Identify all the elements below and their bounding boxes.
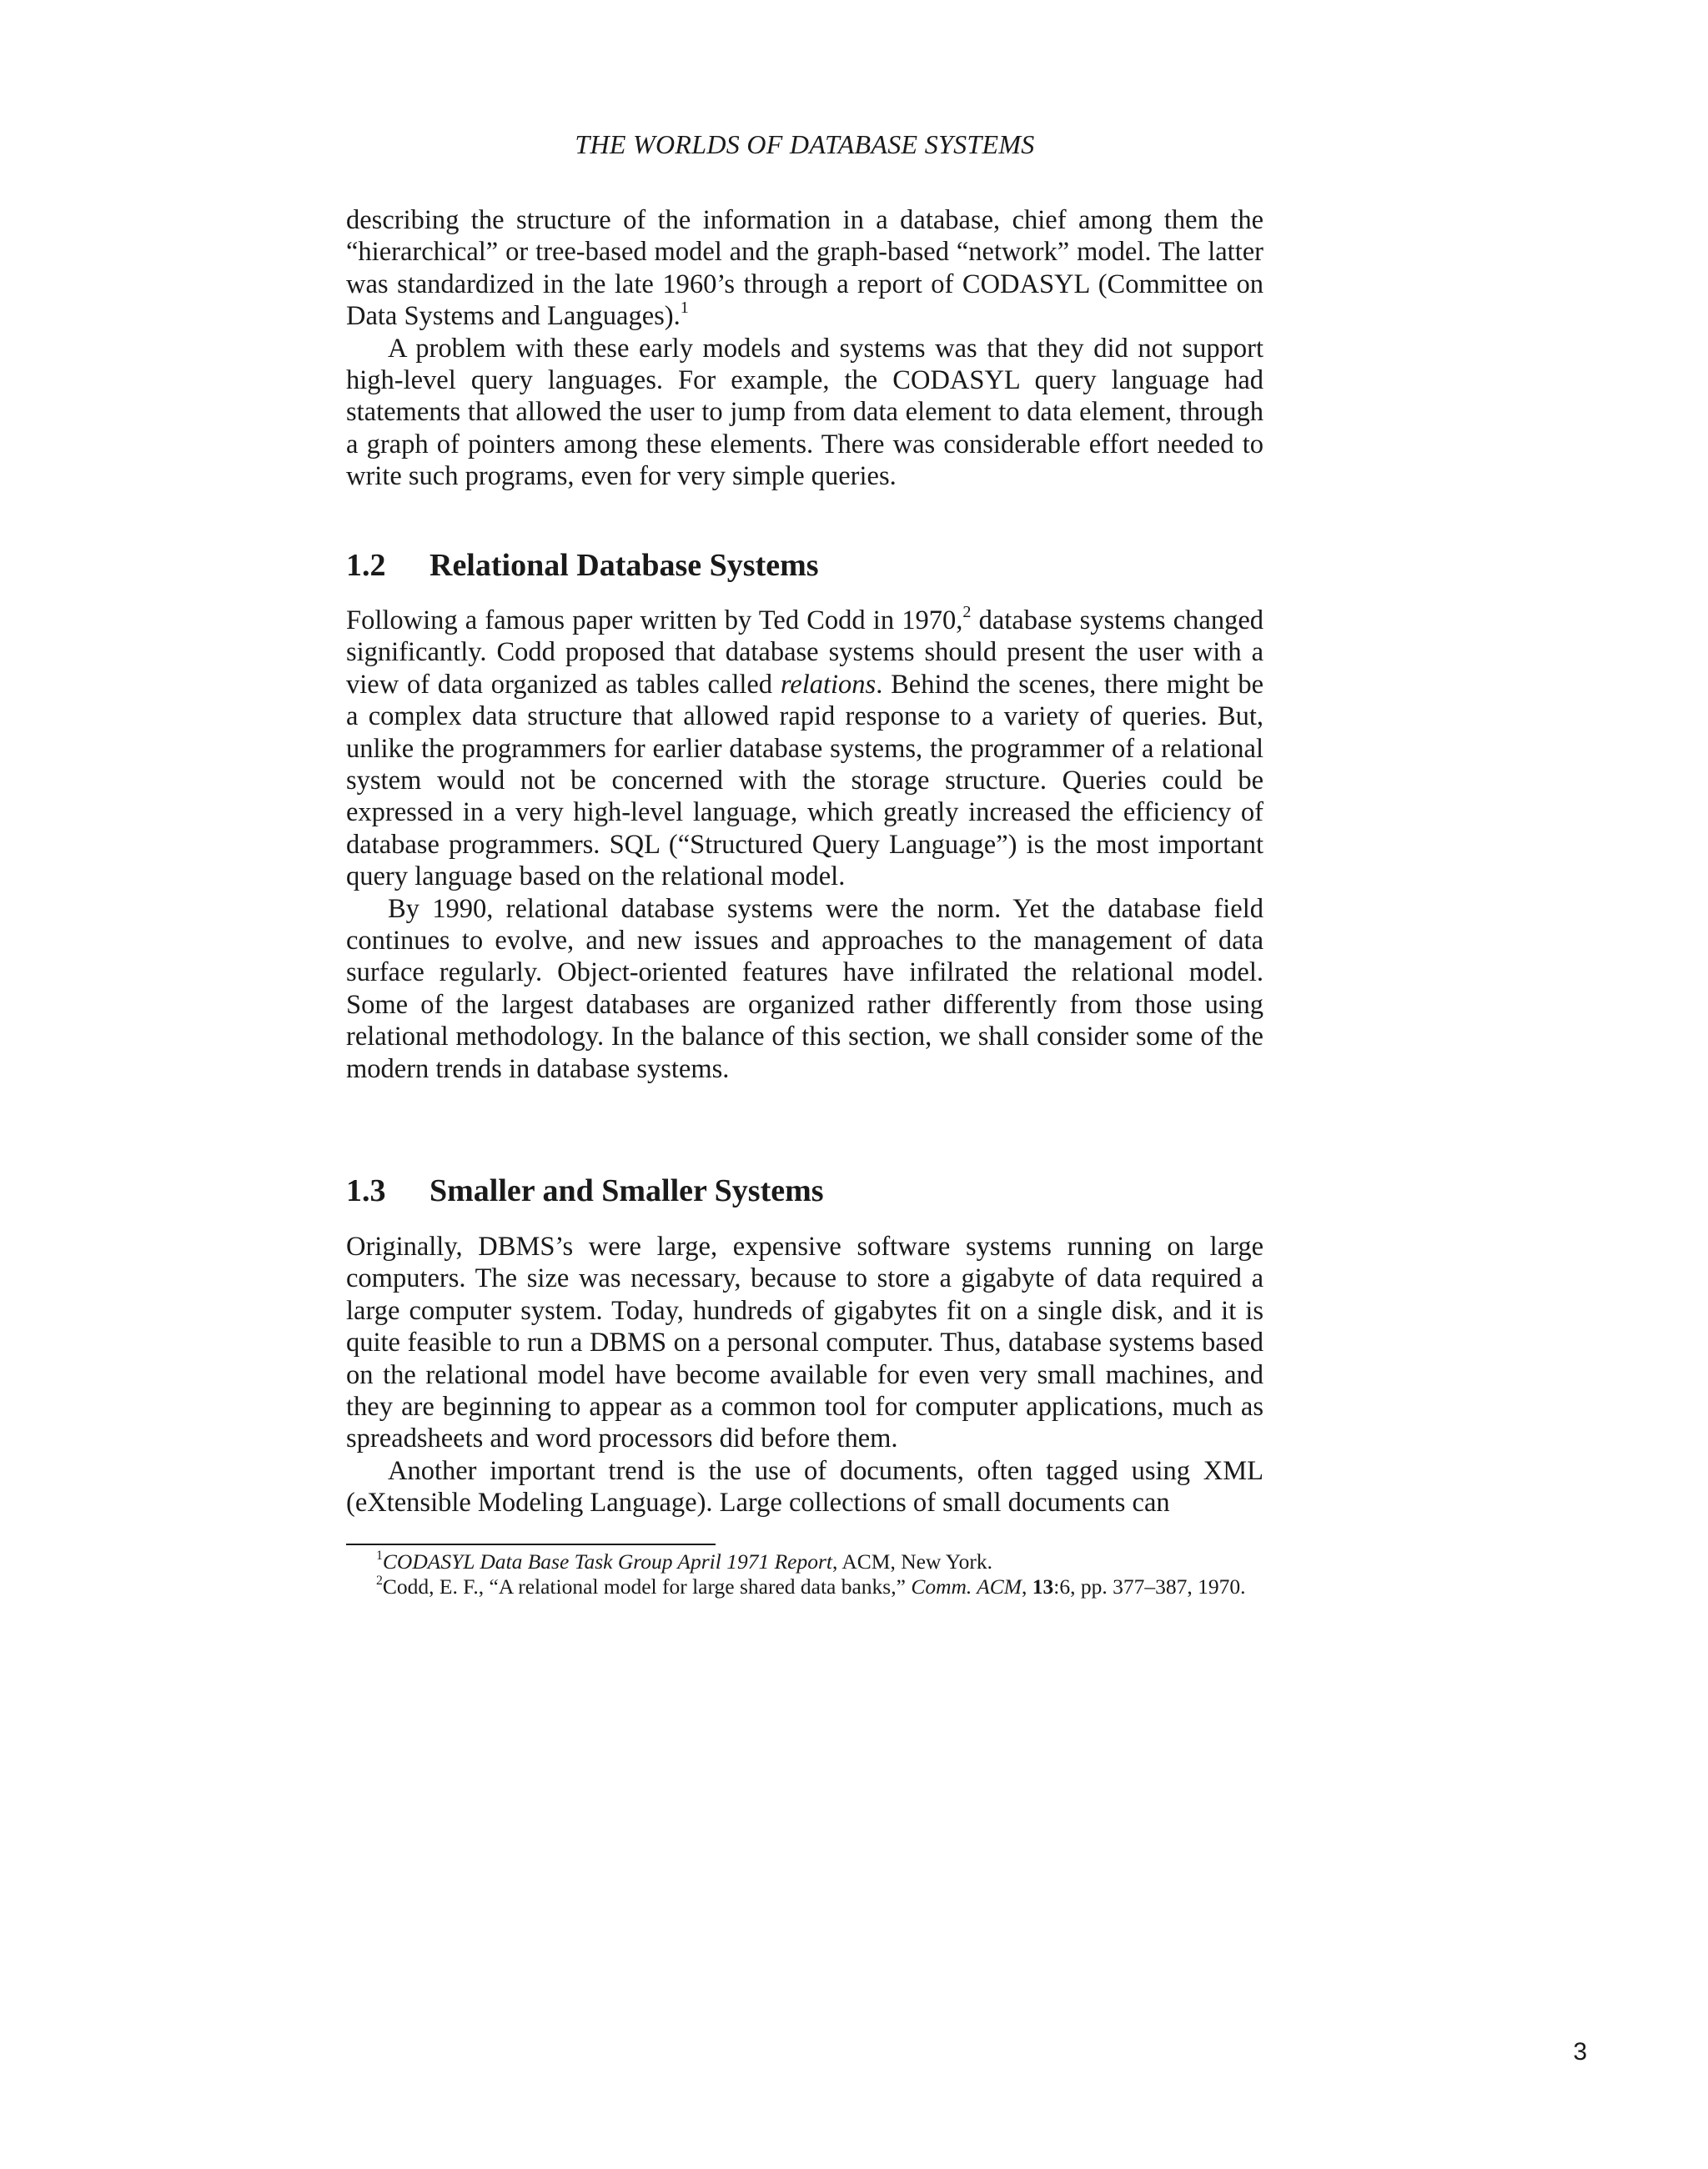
section-1-2-paragraph-1 bbox=[346, 605, 1263, 893]
section-1-3-text-block bbox=[346, 1231, 1263, 1519]
section-1-2-text-block bbox=[346, 605, 1263, 1085]
text-run: database systems changed significantly. Codd proposed that database systems should present the user with a view of data organized as tables called bbox=[346, 605, 1263, 700]
running-head: THE WORLDS OF DATABASE SYSTEMS bbox=[575, 129, 1035, 159]
text-run: , bbox=[1022, 1574, 1032, 1599]
footnote-mark-1: 1 bbox=[376, 1548, 383, 1563]
footnote-1-rest: , ACM, New York. bbox=[832, 1549, 993, 1574]
intro-paragraph-1-text: describing the structure of the information in a database, chief among them the “hierarchical” or tree-based model and the graph-based “network” model. The latter was standardized in the late 1960’s through a report of CODASYL (Committee on Data Systems and Languages). bbox=[346, 205, 1263, 332]
text-run: Codd, E. F., “A relational model for large shared data banks,” bbox=[382, 1574, 912, 1599]
intro-text-block bbox=[346, 204, 1263, 493]
section-heading-1-3 bbox=[346, 1172, 1263, 1209]
emphasis-relations: relations bbox=[780, 669, 877, 700]
intro-paragraph-1 bbox=[346, 204, 1263, 333]
footnote-2 bbox=[346, 1574, 1263, 1599]
section-title: Relational Database Systems bbox=[430, 548, 819, 583]
section-number: 1.3 bbox=[346, 1173, 386, 1208]
footnote-2-journal: Comm. ACM bbox=[911, 1574, 1022, 1599]
section-1-2-paragraph-2: By 1990, relational database systems were the norm. Yet the database field continues to evolve, and new issues and approaches to the management of data surface regularly. Object-oriented features have infilrated the relational model. Some of the largest databases are organized rather differently from those using relational methodology. In the balance of this section, we shall consider some of the modern trends in database systems. bbox=[346, 893, 1263, 1084]
text-run: :6, pp. 377–387, 1970. bbox=[1053, 1574, 1246, 1599]
footnote-1 bbox=[346, 1549, 1263, 1574]
text-run: . Behind the scenes, there might be a complex data structure that allowed rapid response to a variety of queries. But, unlike the programmers for earlier database systems, the programmer of a relational system would not be concerned with the storage structure. Queries could be expressed in a very high-level language, which greatly increased the efficiency of database programmers. SQL (“Structured Query Language”) is the most important query language based on the relational model. bbox=[346, 669, 1263, 892]
footnote-ref-2[interactable]: 2 bbox=[962, 603, 972, 622]
section-heading-1-2 bbox=[346, 547, 1263, 584]
text-run: Following a famous paper written by Ted Codd in 1970, bbox=[346, 605, 963, 635]
section-1-3-paragraph-2: Another important trend is the use of documents, often tagged using XML (eXtensible Modeling Language). Large collections of small documents can bbox=[346, 1455, 1263, 1519]
section-1-3-paragraph-1: Originally, DBMS’s were large, expensive software systems running on large computers. The size was necessary, because to store a gigabyte of data required a large computer system. Today, hundreds of gigabytes fit on a single disk, and it is quite feasible to run a DBMS on a personal computer. Thus, database systems based on the relational model have become available for even very small machines, and they are beginning to appear as a common tool for computer applications, much as spreadsheets and word processors did before them. bbox=[346, 1232, 1263, 1454]
footnote-1-title: CODASYL Data Base Task Group April 1971 Report bbox=[382, 1549, 833, 1574]
footnote-rule bbox=[346, 1544, 716, 1545]
footnote-2-volume: 13 bbox=[1032, 1574, 1054, 1599]
page-number: 3 bbox=[1573, 2038, 1587, 2066]
footnote-ref-1[interactable]: 1 bbox=[680, 299, 689, 318]
footnotes bbox=[346, 1549, 1263, 1599]
section-title: Smaller and Smaller Systems bbox=[430, 1173, 824, 1208]
footnote-mark-2: 2 bbox=[376, 1573, 383, 1588]
intro-paragraph-2: A problem with these early models and systems was that they did not support high-level query languages. For example, the CODASYL query language had statements that allowed the user to jump from data element to data element, through a graph of pointers among these elements. There was considerable effort needed to write such programs, even for very simple queries. bbox=[346, 333, 1263, 492]
section-number: 1.2 bbox=[346, 548, 386, 583]
